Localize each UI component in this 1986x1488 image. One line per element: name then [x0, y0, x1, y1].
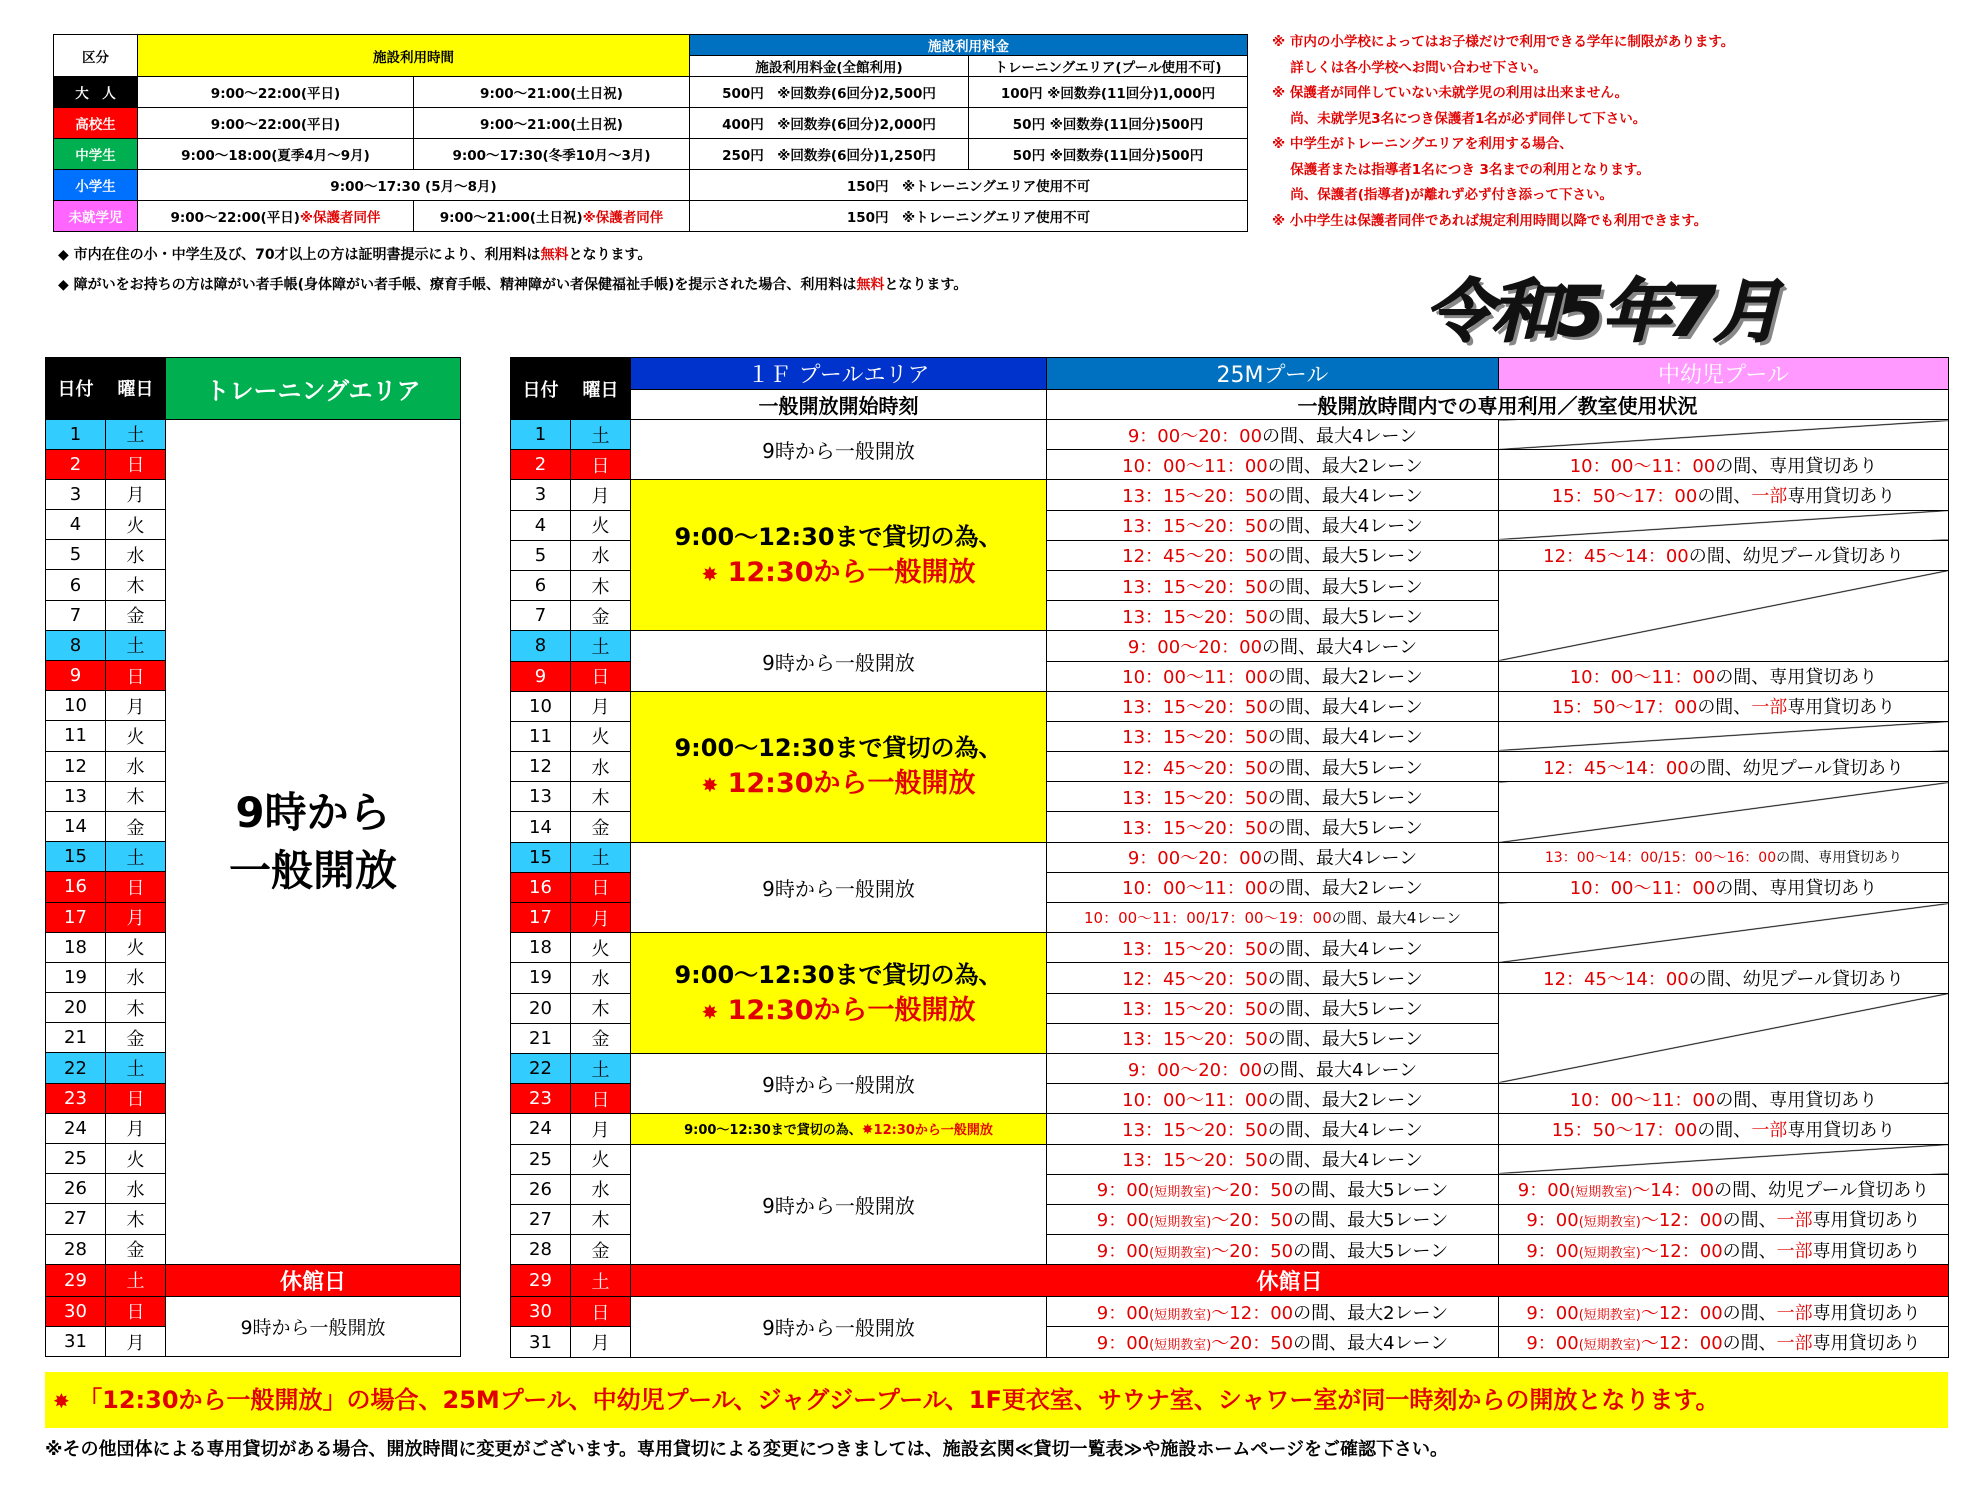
fee-time-weekend: 9:00～17:30(冬季10月～3月): [414, 139, 690, 170]
pool25-usage: 10：00～11：00の間、最大2レーン: [1047, 1084, 1499, 1114]
notes-right: [1272, 30, 1734, 234]
day-date: 3: [511, 480, 571, 510]
day-dow: 水: [106, 1174, 166, 1204]
day-date: 27: [46, 1204, 106, 1234]
pool25-usage: 9：00～20：00の間、最大4レーン: [1047, 631, 1499, 661]
day-dow: 日: [106, 449, 166, 479]
pool25-usage: 13：15～20：50の間、最大5レーン: [1047, 601, 1499, 631]
fee-all: 500円 ※回数券(6回分)2,500円: [690, 77, 969, 108]
pool25-usage: 13：15～20：50の間、最大4レーン: [1047, 510, 1499, 540]
pool-open-cell: 9時から一般開放: [631, 1144, 1047, 1265]
day-dow: 月: [106, 902, 166, 932]
day-date: 21: [46, 1023, 106, 1053]
day-date: 7: [511, 601, 571, 631]
day-date: 4: [511, 510, 571, 540]
note-text: ◆ 障がいをお持ちの方は障がい者手帳(身体障がい者手帳、療育手帳、精神障がい者保健福祉手帳)を提示された場合、利用料は: [58, 277, 857, 293]
pool25-usage: 9：00(短期教室)～12：00の間、最大2レーン: [1047, 1297, 1499, 1327]
day-dow: 水: [571, 540, 631, 570]
pool25-usage: 9：00(短期教室)～20：50の間、最大5レーン: [1047, 1174, 1499, 1204]
note-left-item: [58, 240, 967, 270]
pool25-usage: 13：15～20：50の間、最大4レーン: [1047, 721, 1499, 751]
day-dow: 水: [571, 752, 631, 782]
starburst-icon: ✸: [701, 999, 719, 1024]
day-dow: 木: [106, 570, 166, 600]
kids-pool-usage: 9：00(短期教室)～12：00の間、一部専用貸切あり: [1499, 1327, 1949, 1357]
day-date: 5: [46, 540, 106, 570]
day-date: 11: [511, 721, 571, 751]
day-date: 20: [46, 993, 106, 1023]
day-dow: 日: [571, 1297, 631, 1327]
kids-pool-none: [1499, 510, 1949, 540]
day-date: 21: [511, 1023, 571, 1053]
charter-line1: 9:00～12:30まで貸切の為、: [684, 1123, 862, 1139]
banner-text: 「12:30から一般開放」の場合、25Mプール、中幼児プール、ジャグジープール、1F更衣室、サウナ室、シャワー室が同一時刻からの開放となります。: [78, 1386, 1720, 1414]
fee-header-fee: 施設利用料金: [690, 35, 1248, 56]
day-date: 17: [46, 902, 106, 932]
starburst-icon: ✸: [53, 1389, 70, 1413]
day-dow: 日: [571, 872, 631, 902]
day-dow: 水: [571, 1174, 631, 1204]
day-date: 6: [46, 570, 106, 600]
fee-time-weekday: 9:00～18:00(夏季4月～9月): [138, 139, 414, 170]
fee-guardian-note: ※保護者同伴: [582, 210, 664, 226]
day-date: 1: [46, 419, 106, 449]
fee-time-text: 9:00～21:00(土日祝): [439, 210, 583, 226]
kids-pool-none: [1499, 903, 1949, 963]
day-date: 28: [46, 1234, 106, 1264]
pool-charter-cell: [631, 933, 1047, 1054]
kids-pool-usage: 10：00～11：00の間、専用貸切あり: [1499, 450, 1949, 480]
day-date: 24: [46, 1113, 106, 1143]
day-dow: 水: [106, 962, 166, 992]
pool25-usage: 9：00(短期教室)～20：50の間、最大5レーン: [1047, 1204, 1499, 1234]
day-dow: 火: [106, 1144, 166, 1174]
training-open-line2: 一般開放: [228, 845, 397, 895]
day-date: 18: [511, 933, 571, 963]
training-schedule-table: [45, 357, 461, 1357]
day-date: 6: [511, 570, 571, 600]
day-dow: 火: [571, 721, 631, 751]
day-dow: 日: [106, 872, 166, 902]
day-date: 7: [46, 600, 106, 630]
day-date: 19: [46, 962, 106, 992]
fee-header-kubun: 区分: [54, 35, 138, 77]
charter-line2: 12:30から一般開放: [727, 768, 976, 800]
pool-open-cell: 9時から一般開放: [631, 631, 1047, 691]
notice-banner: [45, 1372, 1948, 1428]
day-date: 17: [511, 903, 571, 933]
kids-pool-usage: 13：00～14：00/15：00～16：00の間、専用貸切あり: [1499, 842, 1949, 872]
note-text: となります。: [884, 277, 968, 293]
kids-pool-usage: 12：45～14：00の間、幼児プール貸切あり: [1499, 540, 1949, 570]
fee-all: 150円 ※トレーニングエリア使用不可: [690, 170, 1248, 201]
closed-day: 休館日: [631, 1265, 1949, 1297]
pool25-usage: 9：00～20：00の間、最大4レーン: [1047, 420, 1499, 450]
pool-charter-cell: [631, 480, 1047, 631]
day-date: 11: [46, 721, 106, 751]
header-25m-pool: 25Mプール: [1047, 358, 1499, 390]
fee-row-label: 中学生: [54, 139, 138, 170]
fee-header-all: 施設利用料金(全館利用): [690, 56, 969, 77]
header-open-start: 一般開放開始時刻: [631, 390, 1047, 420]
kids-pool-usage: 9：00(短期教室)～12：00の間、一部専用貸切あり: [1499, 1204, 1949, 1234]
training-open-cell: [166, 419, 461, 1264]
day-date: 14: [511, 812, 571, 842]
note-right-item: ※ 小中学生は保護者同伴であれば規定利用時間以降でも利用できます。: [1272, 212, 1708, 229]
pool-open-cell: 9時から一般開放: [631, 1297, 1047, 1357]
day-dow: 月: [106, 1326, 166, 1356]
charter-line2: 12:30から一般開放: [873, 1123, 993, 1139]
note-text: ◆ 市内在住の小・中学生及び、70才以上の方は証明書提示により、利用料は: [58, 247, 541, 263]
day-dow: 土: [571, 631, 631, 661]
pool25-usage: 12：45～20：50の間、最大5レーン: [1047, 963, 1499, 993]
pool25-usage: 12：45～20：50の間、最大5レーン: [1047, 540, 1499, 570]
day-date: 18: [46, 932, 106, 962]
day-dow: 日: [106, 1083, 166, 1113]
day-date: 16: [511, 872, 571, 902]
day-date: 15: [511, 842, 571, 872]
kids-pool-usage: 12：45～14：00の間、幼児プール貸切あり: [1499, 963, 1949, 993]
day-dow: 月: [571, 1327, 631, 1357]
pool25-usage: 10：00～11：00の間、最大2レーン: [1047, 872, 1499, 902]
fee-guardian-note: ※保護者同伴: [299, 210, 381, 226]
pool25-usage: 9：00(短期教室)～20：50の間、最大4レーン: [1047, 1327, 1499, 1357]
header-kids-pool: 中幼児プール: [1499, 358, 1949, 390]
day-dow: 土: [106, 630, 166, 660]
day-dow: 日: [106, 661, 166, 691]
day-date: 19: [511, 963, 571, 993]
day-date: 5: [511, 540, 571, 570]
pool25-usage: 13：15～20：50の間、最大4レーン: [1047, 1114, 1499, 1144]
day-date: 20: [511, 993, 571, 1023]
charter-line1: 9:00～12:30まで貸切の為、: [674, 522, 1003, 551]
kids-pool-none: [1499, 570, 1949, 661]
fee-time-weekday: [138, 201, 414, 232]
day-dow: 火: [571, 933, 631, 963]
day-dow: 金: [106, 811, 166, 841]
day-dow: 火: [106, 721, 166, 751]
kids-pool-none: [1499, 993, 1949, 1084]
day-dow: 金: [106, 600, 166, 630]
header-training-area: トレーニングエリア: [166, 358, 461, 420]
fee-all: 250円 ※回数券(6回分)1,250円: [690, 139, 969, 170]
fee-training: 50円 ※回数券(11回分)500円: [969, 108, 1248, 139]
kids-pool-none: [1499, 420, 1949, 450]
pool-charter-cell: [631, 1114, 1047, 1144]
day-date: 28: [511, 1235, 571, 1265]
note-right-item: 詳しくは各小学校へお問い合わせ下さい。: [1272, 59, 1547, 76]
fee-row-label: 未就学児: [54, 201, 138, 232]
header-date: 日付: [46, 358, 106, 420]
day-dow: 土: [106, 1053, 166, 1083]
day-dow: 金: [106, 1234, 166, 1264]
kids-pool-usage: 12：45～14：00の間、幼児プール貸切あり: [1499, 752, 1949, 782]
fee-all: 400円 ※回数券(6回分)2,000円: [690, 108, 969, 139]
day-dow: 木: [571, 570, 631, 600]
pool25-usage: 9：00～20：00の間、最大4レーン: [1047, 1053, 1499, 1083]
pool25-usage: 13：15～20：50の間、最大5レーン: [1047, 812, 1499, 842]
pool25-usage: 13：15～20：50の間、最大5レーン: [1047, 993, 1499, 1023]
day-dow: 月: [571, 691, 631, 721]
kids-pool-usage: 10：00～11：00の間、専用貸切あり: [1499, 872, 1949, 902]
fee-time-weekend: 9:00～21:00(土日祝): [414, 108, 690, 139]
day-date: 10: [46, 691, 106, 721]
header-dow: 曜日: [106, 358, 166, 420]
fee-row-label: 小学生: [54, 170, 138, 201]
pool-open-cell: 9時から一般開放: [631, 420, 1047, 480]
day-date: 12: [511, 752, 571, 782]
day-date: 12: [46, 751, 106, 781]
pool-open-cell: 9時から一般開放: [631, 842, 1047, 933]
fee-time-text: 9:00～22:00(平日): [170, 210, 300, 226]
note-right-item: ※ 中学生がトレーニングエリアを利用する場合、: [1272, 136, 1573, 152]
pool25-usage: 9：00～20：00の間、最大4レーン: [1047, 842, 1499, 872]
footer-note: ※その他団体による専用貸切がある場合、開放時間に変更がございます。専用貸切による変更につきましては、施設玄関≪貸切一覧表≫や施設ホームページをご確認下さい。: [45, 1439, 1449, 1460]
day-date: 9: [46, 661, 106, 691]
note-right-item: 尚、未就学児3名につき保護者1名が必ず同伴して下さい。: [1272, 110, 1647, 127]
day-dow: 金: [571, 601, 631, 631]
note-left-item: [58, 270, 967, 300]
fee-time-weekday: 9:00～22:00(平日): [138, 77, 414, 108]
charter-line2: 12:30から一般開放: [727, 994, 976, 1026]
day-date: 26: [46, 1174, 106, 1204]
day-dow: 水: [571, 963, 631, 993]
fee-table: [53, 34, 1248, 232]
fee-row-label: 大 人: [54, 77, 138, 108]
notes-left: [58, 240, 967, 300]
day-date: 10: [511, 691, 571, 721]
kids-pool-none: [1499, 721, 1949, 751]
day-dow: 金: [571, 812, 631, 842]
day-dow: 日: [571, 450, 631, 480]
pool25-usage: 13：15～20：50の間、最大4レーン: [1047, 691, 1499, 721]
day-date: 30: [511, 1297, 571, 1327]
kids-pool-none: [1499, 1144, 1949, 1174]
note-right-item: 保護者または指導者1名につき 3名までの利用となります。: [1272, 161, 1650, 178]
day-dow: 土: [106, 419, 166, 449]
fee-training: 50円 ※回数券(11回分)500円: [969, 139, 1248, 170]
note-right-item: ※ 市内の小学校によってはお子様だけで利用できる学年に制限があります。: [1272, 34, 1735, 50]
day-dow: 木: [571, 782, 631, 812]
fee-row-label: 高校生: [54, 108, 138, 139]
day-dow: 木: [571, 993, 631, 1023]
pool-charter-cell: [631, 691, 1047, 842]
day-date: 23: [511, 1084, 571, 1114]
day-dow: 月: [571, 1114, 631, 1144]
day-date: 13: [511, 782, 571, 812]
day-date: 31: [511, 1327, 571, 1357]
kids-pool-none: [1499, 782, 1949, 842]
kids-pool-usage: 15：50～17：00の間、一部専用貸切あり: [1499, 691, 1949, 721]
pool25-usage: 13：15～20：50の間、最大4レーン: [1047, 933, 1499, 963]
pool25-usage: 12：45～20：50の間、最大5レーン: [1047, 752, 1499, 782]
pool25-usage: 13：15～20：50の間、最大4レーン: [1047, 480, 1499, 510]
starburst-icon: ✸: [701, 773, 719, 798]
fee-time-weekend: [414, 201, 690, 232]
day-dow: 土: [571, 1265, 631, 1297]
day-dow: 水: [106, 540, 166, 570]
day-date: 29: [46, 1264, 106, 1296]
fee-time-weekend: 9:00～21:00(土日祝): [414, 77, 690, 108]
note-right-item: ※ 保護者が同伴していない未就学児の利用は出来ません。: [1272, 85, 1629, 101]
fee-header-training: トレーニングエリア(プール使用不可): [969, 56, 1248, 77]
day-dow: 月: [571, 480, 631, 510]
day-dow: 水: [106, 751, 166, 781]
charter-line2: 12:30から一般開放: [727, 556, 976, 588]
day-dow: 木: [106, 1204, 166, 1234]
training-open-line1: 9時から: [235, 787, 391, 837]
pool25-usage: 9：00(短期教室)～20：50の間、最大5レーン: [1047, 1235, 1499, 1265]
day-date: 16: [46, 872, 106, 902]
kids-pool-usage: 9：00(短期教室)～12：00の間、一部専用貸切あり: [1499, 1235, 1949, 1265]
day-date: 31: [46, 1326, 106, 1356]
fee-time-weekday: 9:00～22:00(平日): [138, 108, 414, 139]
day-dow: 日: [571, 1084, 631, 1114]
day-dow: 月: [106, 479, 166, 509]
charter-line1: 9:00～12:30まで貸切の為、: [674, 734, 1003, 763]
day-dow: 木: [106, 781, 166, 811]
kids-pool-usage: 9：00(短期教室)～14：00の間、幼児プール貸切あり: [1499, 1174, 1949, 1204]
day-date: 2: [46, 449, 106, 479]
pool25-usage: 13：15～20：50の間、最大4レーン: [1047, 1144, 1499, 1174]
day-date: 22: [46, 1053, 106, 1083]
day-dow: 日: [571, 661, 631, 691]
note-free: 無料: [540, 247, 569, 263]
header-usage: 一般開放時間内での専用利用／教室使用状況: [1047, 390, 1949, 420]
pool25-usage: 10：00～11：00の間、最大2レーン: [1047, 450, 1499, 480]
starburst-icon: ✸: [861, 1122, 874, 1139]
charter-line1: 9:00～12:30まで貸切の為、: [674, 960, 1003, 989]
day-date: 27: [511, 1204, 571, 1234]
day-dow: 土: [571, 842, 631, 872]
day-date: 9: [511, 661, 571, 691]
header-pool-area: １Ｆ プールエリア: [631, 358, 1047, 390]
day-date: 23: [46, 1083, 106, 1113]
day-date: 2: [511, 450, 571, 480]
day-dow: 月: [106, 1113, 166, 1143]
day-date: 30: [46, 1296, 106, 1326]
note-text: となります。: [568, 247, 652, 263]
fee-all: 150円 ※トレーニングエリア使用不可: [690, 201, 1248, 232]
day-date: 29: [511, 1265, 571, 1297]
month-title: 令和5年7月: [1425, 273, 1780, 352]
day-dow: 火: [106, 510, 166, 540]
header-date: 日付: [511, 358, 571, 420]
day-date: 26: [511, 1174, 571, 1204]
fee-time: 9:00～17:30 (5月～8月): [138, 170, 690, 201]
day-date: 1: [511, 420, 571, 450]
day-dow: 木: [571, 1204, 631, 1234]
day-date: 13: [46, 781, 106, 811]
day-dow: 土: [106, 1264, 166, 1296]
closed-day: 休館日: [166, 1264, 461, 1296]
day-date: 15: [46, 842, 106, 872]
day-dow: 火: [571, 510, 631, 540]
header-dow: 曜日: [571, 358, 631, 420]
starburst-icon: ✸: [701, 561, 719, 586]
day-dow: 木: [106, 993, 166, 1023]
day-dow: 火: [106, 932, 166, 962]
day-date: 3: [46, 479, 106, 509]
pool25-usage: 13：15～20：50の間、最大5レーン: [1047, 1023, 1499, 1053]
pool25-usage: 10：00～11：00/17：00～19：00の間、最大4レーン: [1047, 903, 1499, 933]
day-dow: 土: [571, 420, 631, 450]
day-dow: 金: [106, 1023, 166, 1053]
day-dow: 日: [106, 1296, 166, 1326]
day-date: 4: [46, 510, 106, 540]
day-date: 24: [511, 1114, 571, 1144]
kids-pool-usage: 9：00(短期教室)～12：00の間、一部専用貸切あり: [1499, 1297, 1949, 1327]
kids-pool-usage: 15：50～17：00の間、一部専用貸切あり: [1499, 1114, 1949, 1144]
day-dow: 金: [571, 1235, 631, 1265]
day-date: 8: [511, 631, 571, 661]
day-dow: 月: [106, 691, 166, 721]
day-dow: 土: [106, 842, 166, 872]
pool25-usage: 13：15～20：50の間、最大5レーン: [1047, 570, 1499, 600]
kids-pool-usage: 10：00～11：00の間、専用貸切あり: [1499, 1084, 1949, 1114]
pool25-usage: 13：15～20：50の間、最大5レーン: [1047, 782, 1499, 812]
fee-training: 100円 ※回数券(11回分)1,000円: [969, 77, 1248, 108]
day-date: 25: [46, 1144, 106, 1174]
pool25-usage: 10：00～11：00の間、最大2レーン: [1047, 661, 1499, 691]
kids-pool-usage: 15：50～17：00の間、一部専用貸切あり: [1499, 480, 1949, 510]
pool-open-cell: 9時から一般開放: [631, 1053, 1047, 1113]
day-date: 22: [511, 1053, 571, 1083]
pool-schedule-table: [510, 357, 1949, 1358]
fee-header-time: 施設利用時間: [138, 35, 690, 77]
day-date: 25: [511, 1144, 571, 1174]
training-open-cell: 9時から一般開放: [166, 1296, 461, 1356]
day-date: 8: [46, 630, 106, 660]
day-dow: 月: [571, 903, 631, 933]
day-date: 14: [46, 811, 106, 841]
day-dow: 火: [571, 1144, 631, 1174]
day-dow: 金: [571, 1023, 631, 1053]
note-right-item: 尚、保護者(指導者)が離れず必ず付き添って下さい。: [1272, 187, 1614, 203]
kids-pool-usage: 10：00～11：00の間、専用貸切あり: [1499, 661, 1949, 691]
day-dow: 土: [571, 1053, 631, 1083]
note-free: 無料: [856, 277, 885, 293]
